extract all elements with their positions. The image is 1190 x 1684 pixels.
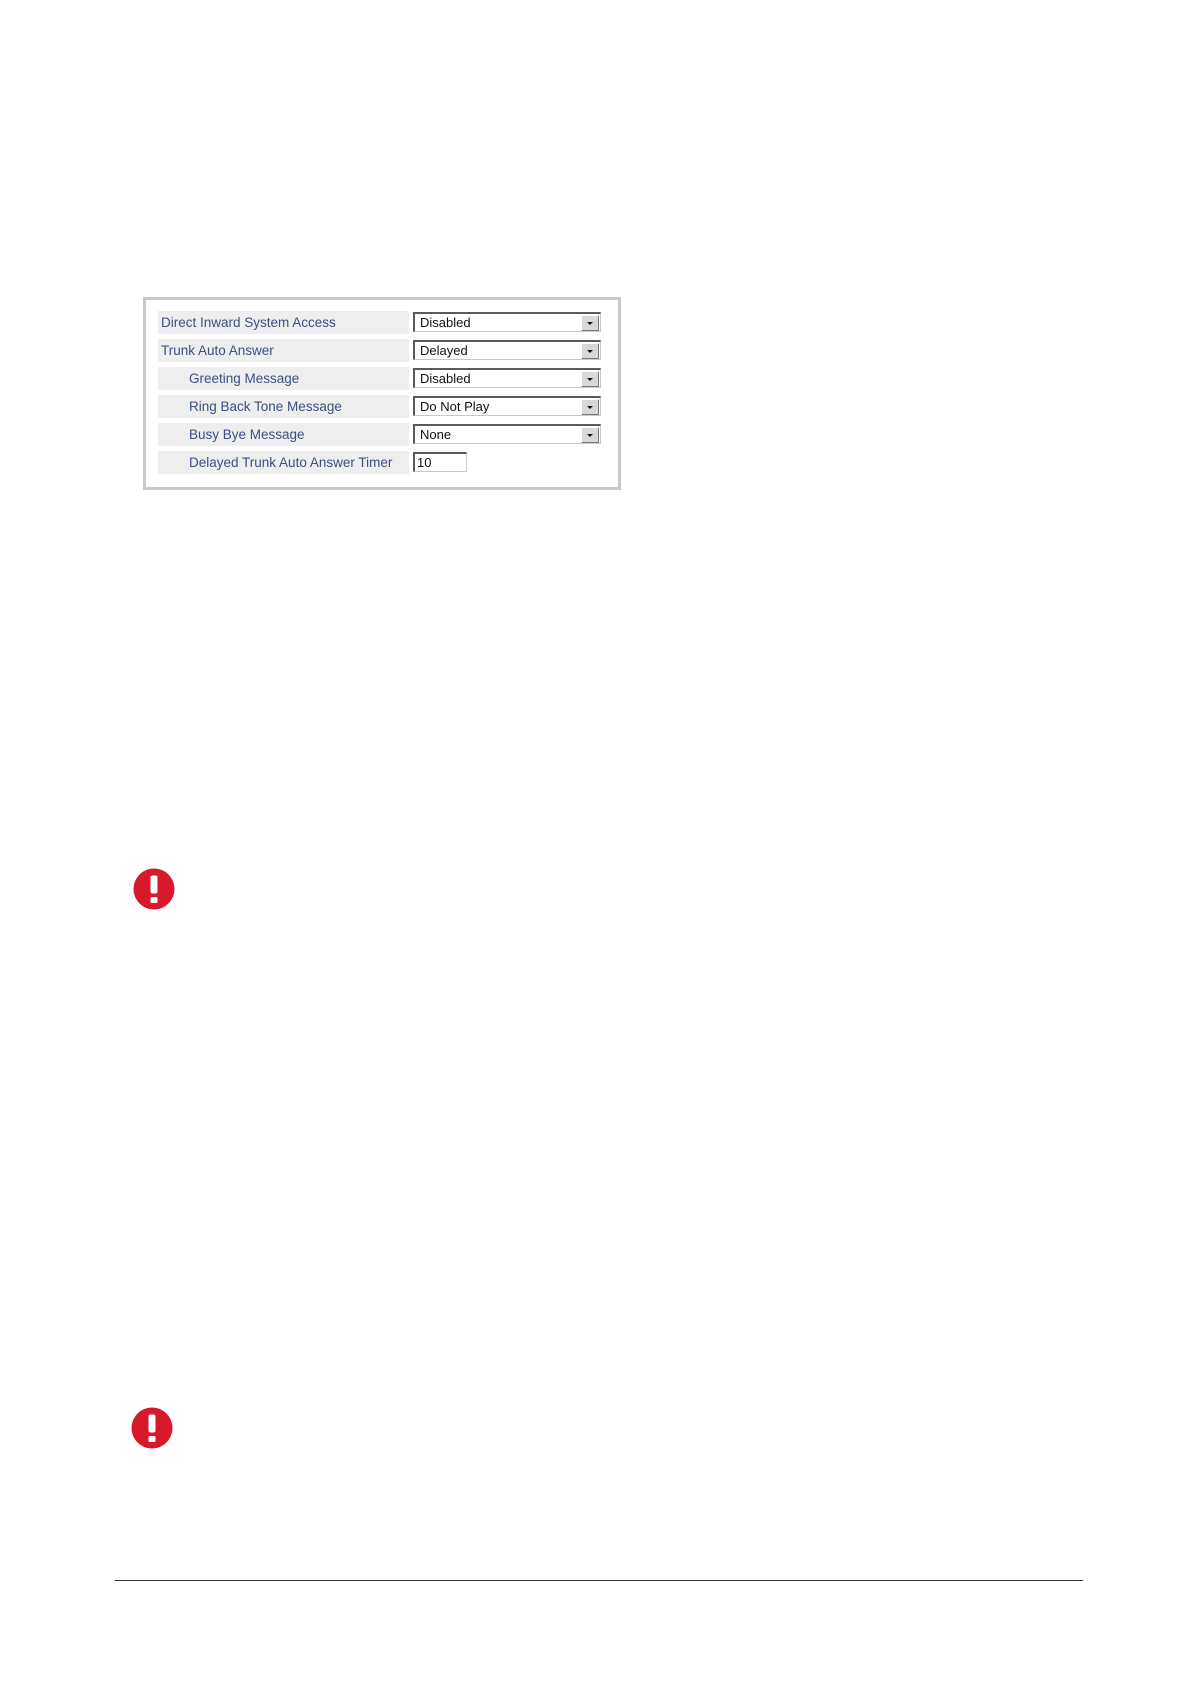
setting-row-ring-back-tone-message xyxy=(158,395,608,418)
direct-inward-system-access-select[interactable] xyxy=(413,312,601,332)
setting-label: Direct Inward System Access xyxy=(158,311,409,334)
setting-label: Delayed Trunk Auto Answer Timer xyxy=(158,451,409,474)
setting-row-delayed-trunk-auto-answer-timer xyxy=(158,451,608,474)
footer-divider xyxy=(115,1580,1083,1581)
setting-row-trunk-auto-answer xyxy=(158,339,608,362)
chevron-down-icon[interactable] xyxy=(581,399,599,415)
trunk-settings-panel xyxy=(143,297,621,490)
setting-label: Greeting Message xyxy=(158,367,409,390)
ring-back-tone-message-select[interactable] xyxy=(413,396,601,416)
busy-bye-message-select[interactable] xyxy=(413,424,601,444)
select-value: Delayed xyxy=(420,343,468,358)
trunk-auto-answer-select[interactable] xyxy=(413,340,601,360)
warning-icon xyxy=(131,1407,173,1449)
setting-row-greeting-message xyxy=(158,367,608,390)
chevron-down-icon[interactable] xyxy=(581,343,599,359)
select-value: Disabled xyxy=(420,315,471,330)
delayed-trunk-auto-answer-timer-input[interactable] xyxy=(413,452,467,472)
setting-label: Ring Back Tone Message xyxy=(158,395,409,418)
select-value: None xyxy=(420,427,452,442)
greeting-message-select[interactable] xyxy=(413,368,601,388)
chevron-down-icon[interactable] xyxy=(581,427,599,443)
select-value: Do Not Play xyxy=(420,399,490,414)
chevron-down-icon[interactable] xyxy=(581,315,599,331)
setting-row-direct-inward-system-access xyxy=(158,311,608,334)
setting-label: Busy Bye Message xyxy=(158,423,409,446)
select-value: Disabled xyxy=(420,371,471,386)
chevron-down-icon[interactable] xyxy=(581,371,599,387)
setting-label: Trunk Auto Answer xyxy=(158,339,409,362)
warning-icon xyxy=(133,868,175,910)
setting-row-busy-bye-message xyxy=(158,423,608,446)
